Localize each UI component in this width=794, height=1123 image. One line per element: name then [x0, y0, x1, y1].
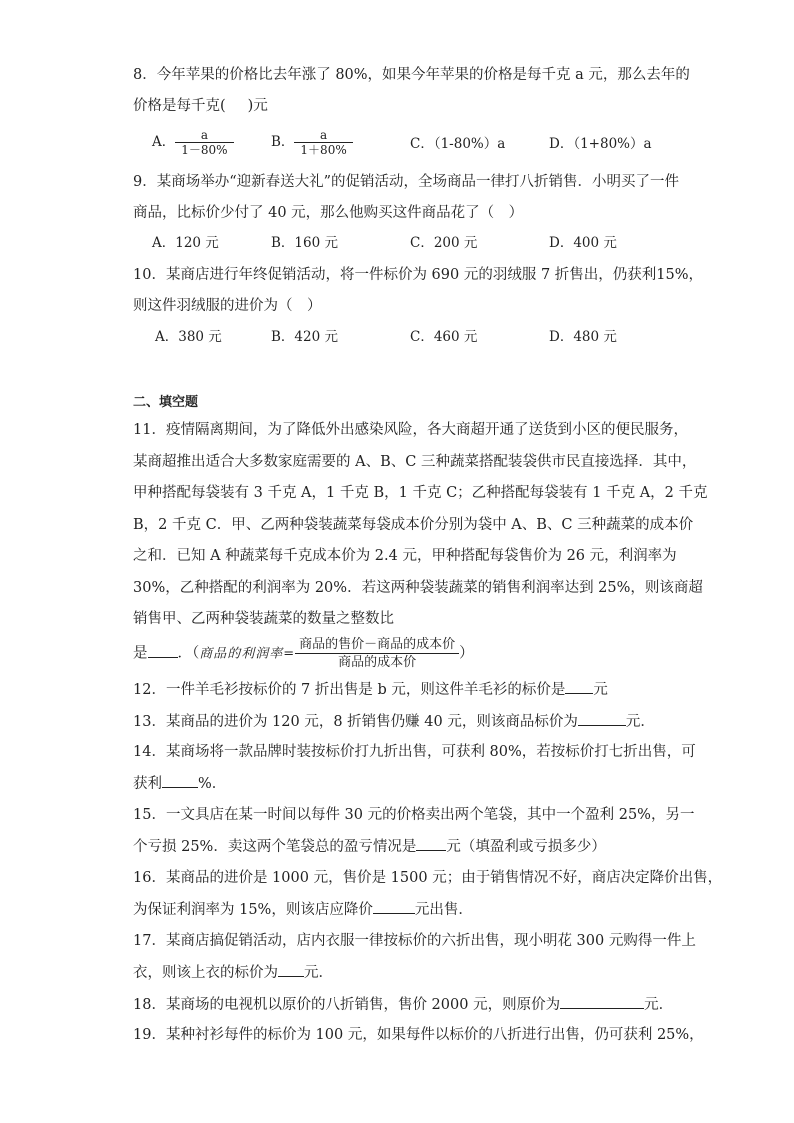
q17-line1: 17．某商店搞促销活动，店内衣服一律按标价的六折出售，现小明花 300 元购得一件上	[133, 933, 696, 949]
q8-line2: 价格是每千克( )元	[133, 98, 268, 114]
q10-option-d[interactable]: D．480 元	[549, 329, 617, 345]
q14-line1: 14．某商场将一款品牌时装按标价打九折出售，可获利 80%，若按标价打七折出售，可	[133, 744, 696, 760]
q17-line2: 衣，则该上衣的标价为 元．	[133, 962, 333, 983]
q11-line6: 30%，乙种搭配的利润率为 20%．若这两种袋装蔬菜的销售利润率达到 25%，则该商超	[133, 580, 703, 596]
section-title: 二、填空题	[133, 395, 199, 410]
q10-option-a[interactable]: A．380 元	[155, 329, 222, 345]
q8-option-d[interactable]: D．（1+80%）a	[549, 136, 652, 152]
q9-option-b[interactable]: B．160 元	[271, 235, 338, 251]
answer-blank[interactable]	[148, 643, 178, 658]
answer-blank[interactable]	[162, 773, 198, 788]
q13-line: 13．某商品的进价为 120 元，8 折销售仍赚 40 元，则该商品标价为 元．	[133, 711, 655, 732]
q10-option-b[interactable]: B．420 元	[271, 329, 338, 345]
q15-line1: 15．一文具店在某一时间以每件 30 元的价格卖出两个笔袋，其中一个盈利 25%，另一	[133, 807, 695, 823]
answer-blank[interactable]	[416, 836, 446, 851]
q11-line5: 之和．已知 A 种蔬菜每千克成本价为 2.4 元，甲种搭配每袋售价为 26 元，利润率为	[133, 548, 677, 564]
q11-line4: B，2 千克 C．甲、乙两种袋装蔬菜每袋成本价分别为袋中 A、B、C 三种蔬菜的成本价	[133, 517, 694, 533]
q9-option-d[interactable]: D．400 元	[549, 235, 617, 251]
q11-line2: 某商超推出适合大多数家庭需要的 A、B、C 三种蔬菜搭配装袋供市民直接选择．其中，	[133, 454, 697, 470]
q12-line: 12．一件羊毛衫按标价的 7 折出售是 b 元，则这件羊毛衫的标价是 元	[133, 679, 608, 700]
q9-line1: 9．某商场举办“迎新春送大礼”的促销活动，全场商品一律打八折销售．小明买了一件	[133, 174, 680, 190]
q8-option-c[interactable]: C．（1-80%）a	[410, 136, 506, 152]
answer-blank[interactable]	[373, 899, 415, 914]
answer-blank[interactable]	[560, 994, 644, 1009]
answer-blank[interactable]	[565, 679, 593, 694]
q11-line1: 11．疫情隔离期间，为了降低外出感染风险，各大商超开通了送货到小区的便民服务，	[133, 422, 688, 438]
fraction: $\frac{a}{1-80\%}$	[175, 128, 233, 157]
q15-line2: 个亏损 25%．卖这两个笔袋总的盈亏情况是 元（填盈利或亏损多少）	[133, 836, 606, 857]
q8-line1: 8．今年苹果的价格比去年涨了 80%，如果今年苹果的价格是每千克 a 元，那么去年的	[133, 67, 690, 83]
q11-line8: 是 ．（商品的利润率= $\frac{\text{商品的售价－商品的成本价}}{\text{商品的成本价}}$ ）	[133, 637, 474, 670]
q10-line2: 则这件羽绒服的进价为（ ）	[133, 298, 322, 314]
q11-line3: 甲种搭配每袋装有 3 千克 A，1 千克 B，1 千克 C；乙种搭配每袋装有 1 千克 A，2 千克	[133, 485, 708, 501]
q19-line1: 19．某种衬衫每件的标价为 100 元，如果每件以标价的八折进行出售，仍可获利 25%，	[133, 1027, 704, 1043]
q9-option-c[interactable]: C．200 元	[410, 235, 478, 251]
q16-line2: 为保证利润率为 15%，则该店应降价 元出售．	[133, 899, 473, 920]
q18-line: 18．某商场的电视机以原价的八折销售，售价 2000 元，则原价为 元．	[133, 994, 673, 1015]
q11-line7: 销售甲、乙两种袋装蔬菜的数量之整数比	[133, 611, 394, 627]
answer-blank[interactable]	[578, 711, 626, 726]
fraction: $\frac{a}{1+80\%}$	[294, 128, 352, 157]
q16-line1: 16．某商品的进价是 1000 元，售价是 1500 元；由于销售情况不好，商店决定降价出售，	[133, 870, 723, 886]
q8-option-b[interactable]: B． $\frac{a}{1+80\%}$	[271, 128, 353, 157]
q10-option-c[interactable]: C．460 元	[410, 329, 478, 345]
q9-line2: 商品，比标价少付了 40 元，那么他购买这件商品花了（ ）	[133, 205, 524, 221]
q9-option-a[interactable]: A．120 元	[152, 235, 219, 251]
q8-option-a[interactable]: A． $\frac{a}{1-80\%}$	[152, 128, 234, 157]
q10-line1: 10．某商店进行年终促销活动，将一件标价为 690 元的羽绒服 7 折售出，仍获利15%，	[133, 267, 704, 283]
q14-line2: 获利 %．	[133, 773, 226, 794]
answer-blank[interactable]	[278, 962, 304, 977]
profit-rate-fraction: $\frac{\text{商品的售价－商品的成本价}}{\text{商品的成本价}}$	[295, 636, 459, 671]
